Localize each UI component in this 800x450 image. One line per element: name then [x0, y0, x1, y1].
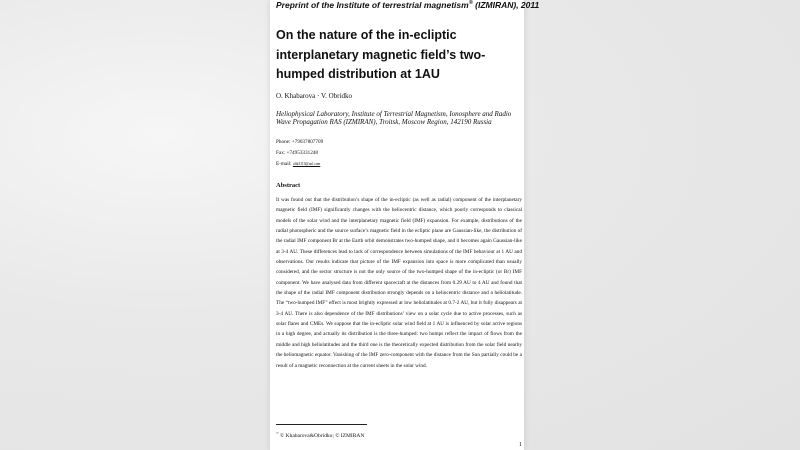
preprint-header: Preprint of the Institute of terrestrial magnetism® (IZMIRAN), 2011: [276, 0, 540, 10]
email-link[interactable]: olik3110@aol.com: [292, 162, 321, 166]
abstract-heading: Abstract: [276, 182, 301, 189]
registered-mark: ®: [468, 0, 473, 7]
phone: Phone: +79037807709: [276, 139, 324, 145]
footnote: ® © Khabarova&Obridko; © IZMIRAN: [276, 431, 365, 439]
email-line: E-mail: olik3110@aol.com: [276, 161, 321, 167]
authors: O. Khabarova · V. Obridko: [276, 92, 352, 100]
abstract-text: It was found out that the distribution’s shape of the in-ecliptic (as well as radial) component of the interplanetary magnetic field (IMF) significantly changes with the heliocentric distance, which poorly corresponds to classical models of the solar wind and the interplanetary magnetic field (IMF) expansion. For example, distributions of the radial photospheric and the source surface’s magnetic field in the ecliptic plane are Gaussian-like, the distribution of the radial IMF component Br at the Earth orbit demonstrates two-humped shape, and it becomes again Gaussian-like at 3-4 AU. These differences lead to lack of correspondence between simulations of the IMF behaviour at 1 AU and observations. Our results indicate that picture of the IMF expansion into space is more complicated than usually considered, and the sector structure is not the only source of the two-humped shape of the in-ecliptic (or Br) IMF component. We have analysed data from different spacecraft at the distances from 0.29 AU to 4 AU and found that the shape of the radial IMF component distribution strongly depends on a heliocentric distance and a heliolatitude. The “two-humped IMF” effect is most brightly expressed at low heliolatitudes at 0.7-2 AU, but it fully disappears at 3-4 AU. There is also dependence of the IMF distributions’ view on a solar cycle due to active processes, such as solar flares and CMEs. We suppose that the in-ecliptic solar wind field at 1 AU is influenced by solar active regions in a high degree, and actually its distribution is the three-humped: two humps reflect the impact of flows from the middle and high heliolatitudes and the third one is the theoretically expected distribution from the solar field nearby the heliomagnetic equator. Vanishing of the IMF zero-component with the distance from the Sun partially could be a result of a magnetic reconnection at the current sheets in the solar wind.: [276, 197, 522, 369]
page-number: 1: [519, 442, 522, 448]
affiliation: Heliophysical Laboratory, Institute of Terrestrial Magnetism, Ionosphere and Radio Wave Propagation RAS (IZMIRAN), Troitsk, Moscow Region, 142190 Russia: [276, 110, 512, 127]
fax: Fax: +74953331248: [276, 150, 318, 156]
paper-title: On the nature of the in-ecliptic interplanetary magnetic field’s two-humped distribution at 1AU: [276, 28, 486, 81]
footnote-rule: [276, 424, 367, 425]
